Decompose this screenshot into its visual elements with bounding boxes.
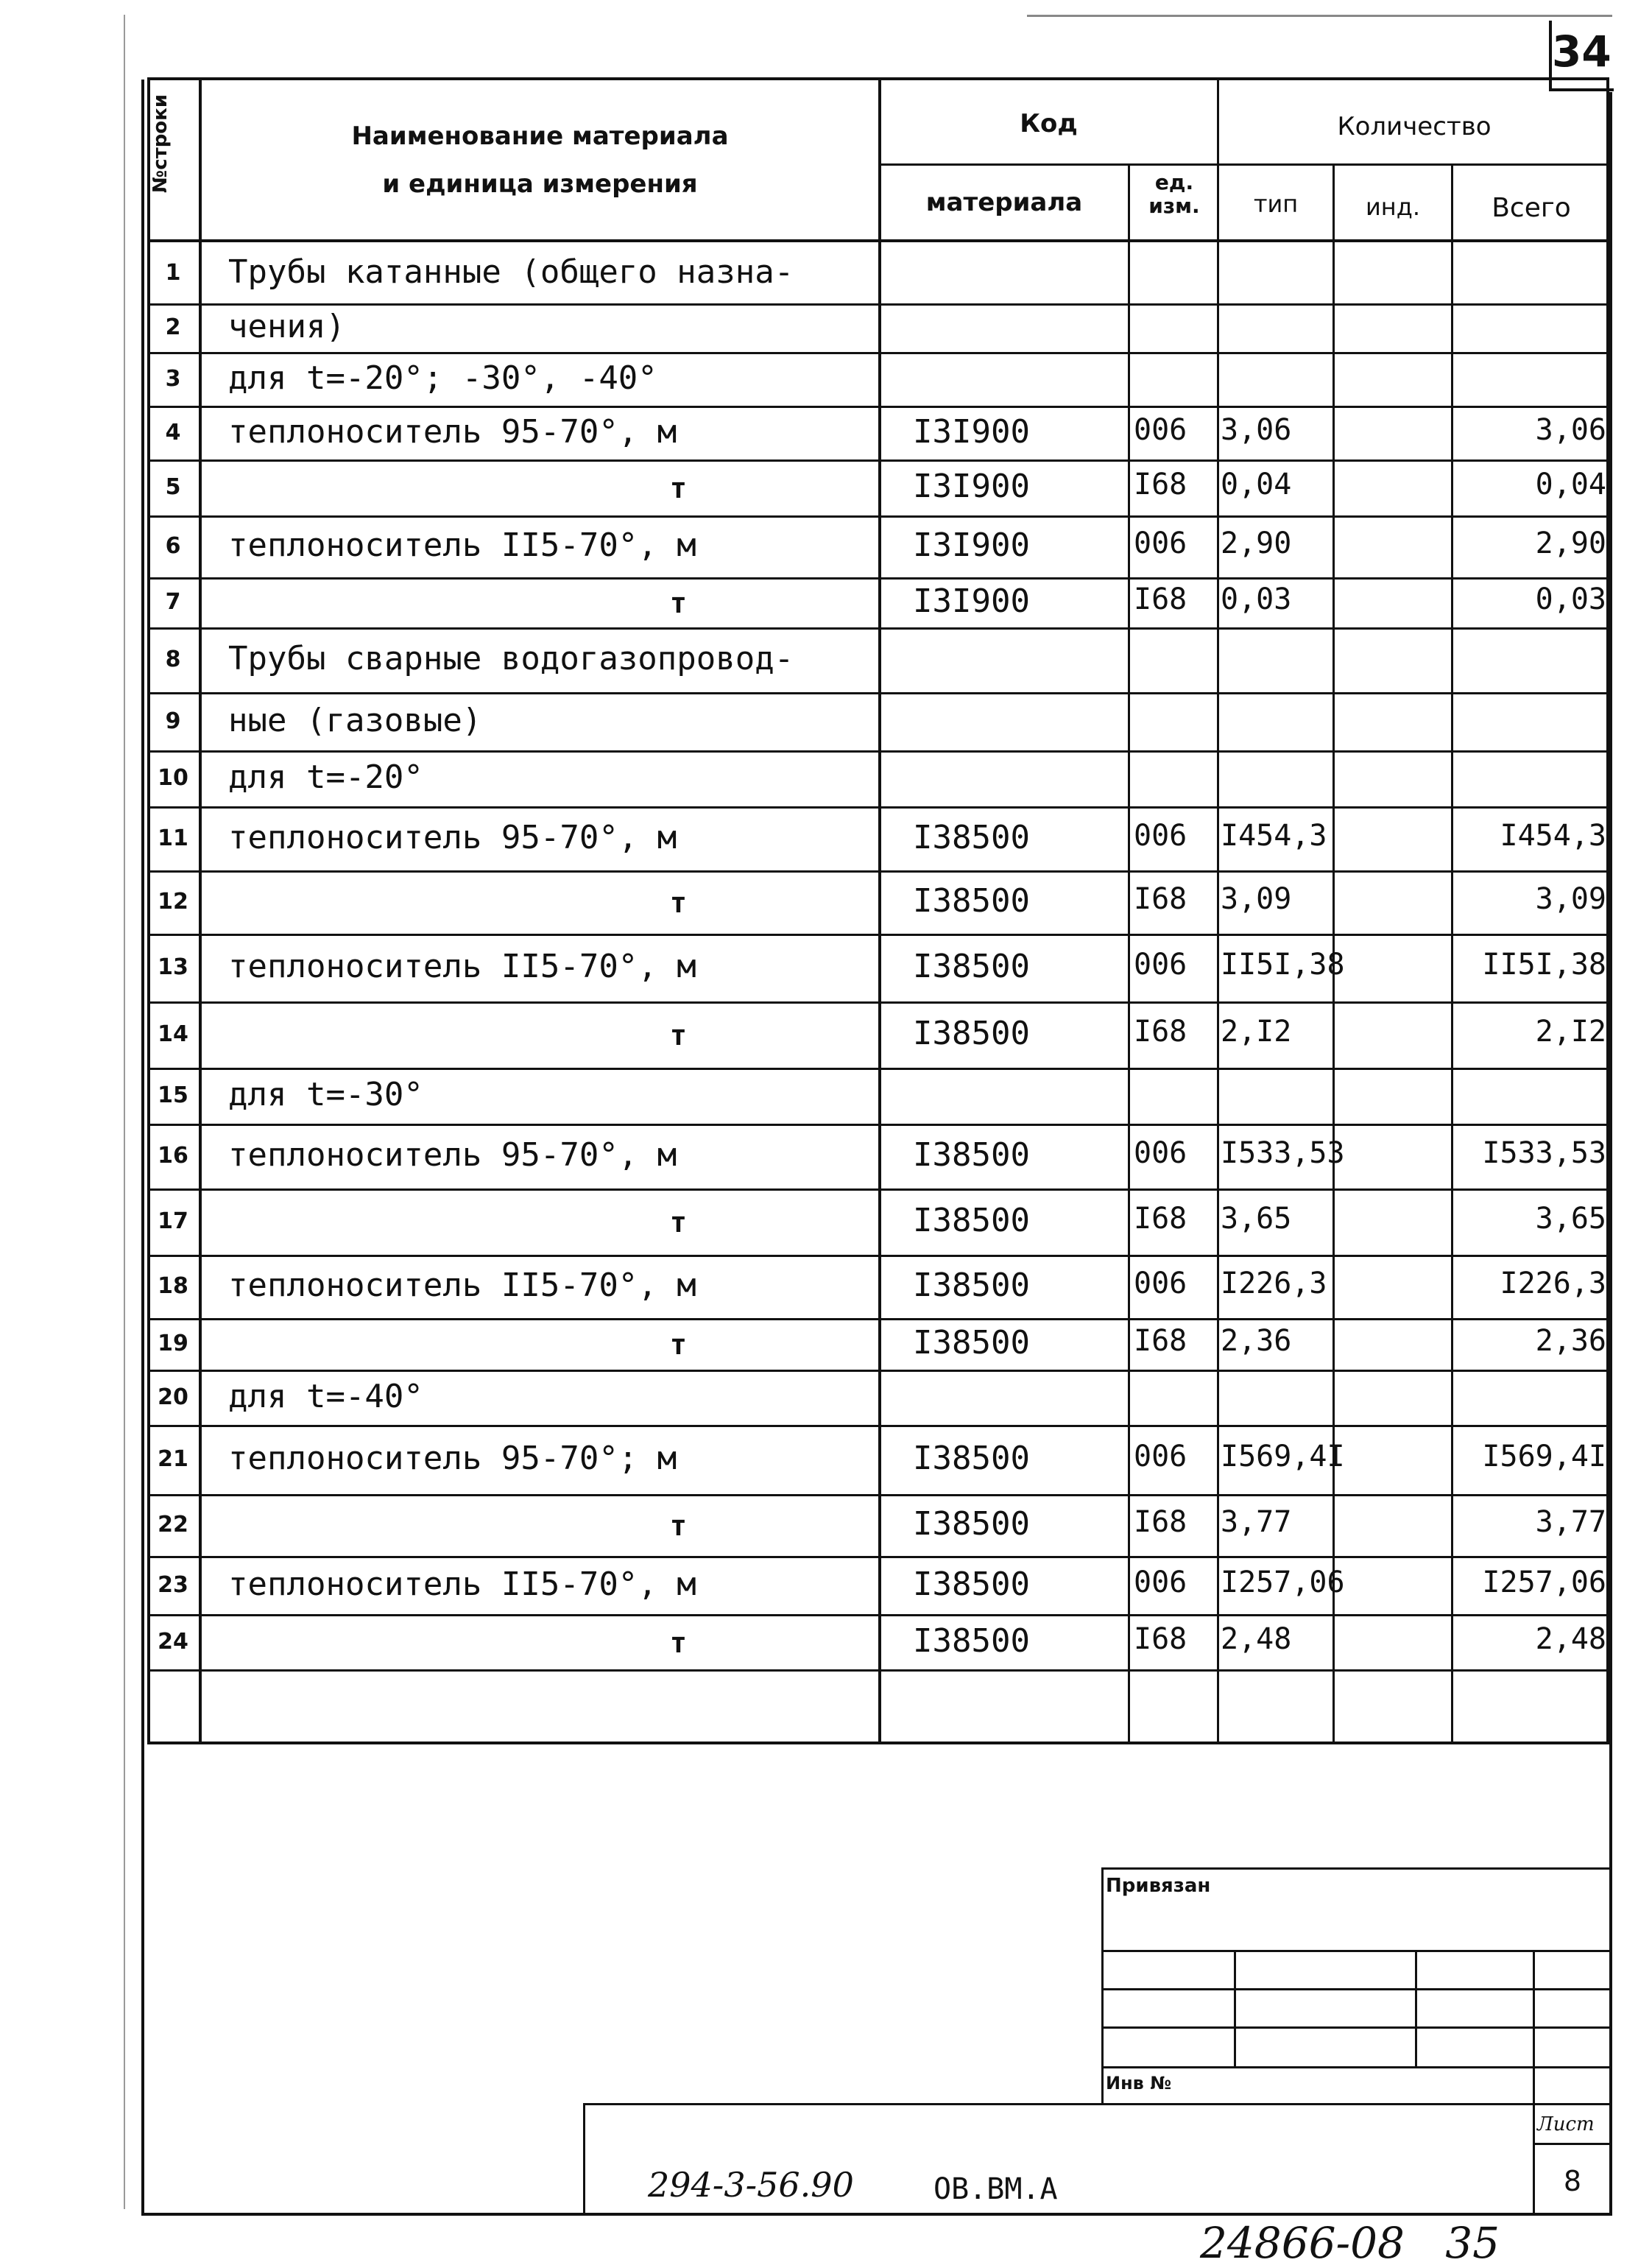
row-number: 12 — [158, 889, 188, 915]
row-separator — [147, 515, 1609, 518]
row-number-header: №строки — [149, 94, 172, 194]
row-number: 7 — [165, 589, 181, 615]
row-number: 18 — [158, 1273, 188, 1299]
row-qty-total: I533,53 — [1482, 1136, 1606, 1170]
col-line-eu — [1128, 163, 1130, 1744]
stamp-vline-2 — [1415, 1950, 1417, 2066]
row-unit-code: 006 — [1134, 819, 1187, 853]
row-description: для t=-20°; -30°, -40° — [228, 359, 657, 397]
row-separator — [147, 1068, 1609, 1070]
header-bottom-line — [147, 239, 1609, 242]
doc-code: 294-3-56.90 — [648, 2165, 854, 2205]
row-description: теплоноситель 95-70°, м — [228, 819, 677, 856]
row-material-code: I38500 — [913, 1136, 1030, 1174]
row-description: теплоноситель 95-70°; м — [228, 1440, 677, 1477]
page-number: 34 — [1552, 27, 1612, 77]
row-number: 16 — [158, 1143, 188, 1169]
row-qty-total: I454,3 — [1500, 819, 1606, 853]
row-qty-type: 2,36 — [1221, 1324, 1292, 1358]
row-material-code: I38500 — [913, 1566, 1030, 1603]
inv-number-label: Инв № — [1106, 2073, 1172, 2093]
row-separator — [147, 1556, 1609, 1558]
name-header-line1: Наименование материала — [351, 122, 729, 151]
code-material-header: материала — [925, 188, 1083, 217]
row-separator — [147, 577, 1609, 580]
row-number: 21 — [158, 1446, 188, 1472]
row-qty-total: 3,65 — [1535, 1202, 1606, 1236]
row-description: ные (газовые) — [228, 702, 482, 739]
qty-type-header: тип — [1253, 190, 1299, 218]
sheet-label: Лист — [1537, 2113, 1595, 2135]
row-number: 15 — [158, 1082, 188, 1108]
row-separator — [147, 406, 1609, 408]
row-number: 1 — [165, 260, 181, 286]
row-qty-type: 2,90 — [1221, 526, 1292, 560]
doc-suffix: ОВ.ВМ.А — [933, 2172, 1058, 2206]
privyazan-label: Привязан — [1106, 1875, 1211, 1897]
row-unit: т — [670, 1019, 687, 1052]
stamp-vline-3 — [1533, 1950, 1535, 2105]
row-description: теплоноситель 95-70°, м — [228, 1136, 677, 1174]
row-qty-type: I569,4I — [1221, 1440, 1345, 1473]
row-description: Трубы катанные (общего назна- — [228, 253, 794, 291]
row-qty-total: 3,77 — [1535, 1505, 1606, 1539]
row-qty-type: 2,48 — [1221, 1622, 1292, 1656]
row-separator — [147, 303, 1609, 306]
stamp-vline-1 — [1234, 1950, 1236, 2066]
row-separator — [147, 870, 1609, 873]
row-description: теплоноситель 95-70°, м — [228, 413, 677, 451]
sheet-box-hline — [1533, 2143, 1609, 2145]
header-split-line — [878, 163, 1609, 166]
row-unit: т — [670, 1328, 687, 1361]
sheet-box-vline — [1533, 2103, 1535, 2214]
binding-margin-line — [124, 15, 125, 2209]
row-number: 24 — [158, 1629, 188, 1655]
row-qty-total: I569,4I — [1482, 1440, 1606, 1473]
row-unit: т — [670, 1627, 687, 1659]
row-qty-type: 3,09 — [1221, 882, 1292, 916]
row-unit-code: I68 — [1134, 1324, 1187, 1358]
row-description: для t=-30° — [228, 1076, 423, 1113]
row-number: 4 — [165, 420, 181, 446]
row-description: теплоноситель II5-70°, м — [228, 1267, 696, 1304]
row-qty-type: 0,04 — [1221, 468, 1292, 501]
row-separator — [147, 459, 1609, 462]
row-qty-total: 2,90 — [1535, 526, 1606, 560]
row-material-code: I3I900 — [913, 468, 1030, 505]
row-qty-total: 3,09 — [1535, 882, 1606, 916]
row-number: 19 — [158, 1331, 188, 1356]
row-qty-type: 3,65 — [1221, 1202, 1292, 1236]
row-number: 8 — [165, 647, 181, 672]
name-header-line2: и единица измерения — [382, 169, 698, 199]
row-number: 9 — [165, 708, 181, 734]
row-material-code: I38500 — [913, 1440, 1030, 1477]
row-qty-total: 2,36 — [1535, 1324, 1606, 1358]
row-material-code: I3I900 — [913, 582, 1030, 620]
row-qty-total: 0,04 — [1535, 468, 1606, 501]
row-separator — [147, 750, 1609, 753]
row-qty-type: I257,06 — [1221, 1566, 1345, 1599]
row-qty-type: 3,06 — [1221, 413, 1292, 447]
row-description: теплоноситель II5-70°, м — [228, 526, 696, 564]
qty-ind-header: инд. — [1365, 193, 1420, 221]
row-material-code: I3I900 — [913, 526, 1030, 564]
sheet-value: 8 — [1563, 2165, 1582, 2197]
row-number: 11 — [158, 825, 188, 851]
row-qty-total: II5I,38 — [1482, 948, 1606, 982]
row-unit-code: I68 — [1134, 882, 1187, 916]
row-separator — [147, 1001, 1609, 1004]
row-number: 22 — [158, 1512, 188, 1538]
row-material-code: I38500 — [913, 1267, 1030, 1304]
row-description: для t=-40° — [228, 1378, 423, 1415]
row-description: теплоноситель II5-70°, м — [228, 948, 696, 985]
row-number: 13 — [158, 954, 188, 980]
row-unit-code: 006 — [1134, 526, 1187, 560]
row-material-code: I3I900 — [913, 413, 1030, 451]
row-material-code: I38500 — [913, 1505, 1030, 1543]
row-separator — [147, 1124, 1609, 1126]
row-unit-code: 006 — [1134, 413, 1187, 447]
row-separator — [147, 1370, 1609, 1372]
row-qty-type: I533,53 — [1221, 1136, 1345, 1170]
row-description: Трубы сварные водогазопровод- — [228, 640, 794, 677]
row-unit-code: 006 — [1134, 1440, 1187, 1473]
row-separator — [147, 1494, 1609, 1496]
row-number: 10 — [158, 765, 188, 791]
row-separator — [147, 1669, 1609, 1672]
row-material-code: I38500 — [913, 1202, 1030, 1239]
row-description: теплоноситель II5-70°, м — [228, 1566, 696, 1603]
row-number: 2 — [165, 314, 181, 340]
row-unit-code: I68 — [1134, 1202, 1187, 1236]
row-qty-total: I226,3 — [1500, 1267, 1606, 1300]
row-unit: т — [670, 587, 687, 619]
row-material-code: I38500 — [913, 1015, 1030, 1052]
row-separator — [147, 627, 1609, 630]
row-separator — [147, 692, 1609, 694]
row-unit: т — [670, 1206, 687, 1239]
row-unit-code: I68 — [1134, 1622, 1187, 1656]
row-unit-code: 006 — [1134, 948, 1187, 982]
row-qty-total: 3,06 — [1535, 413, 1606, 447]
row-material-code: I38500 — [913, 819, 1030, 856]
qty-total-header: Всего — [1492, 193, 1571, 223]
row-unit-code: 006 — [1134, 1267, 1187, 1300]
row-material-code: I38500 — [913, 1324, 1030, 1362]
row-qty-type: II5I,38 — [1221, 948, 1345, 982]
row-qty-type: I226,3 — [1221, 1267, 1327, 1300]
row-qty-total: 0,03 — [1535, 582, 1606, 616]
row-number: 3 — [165, 366, 181, 392]
row-separator — [147, 934, 1609, 936]
row-number: 14 — [158, 1021, 188, 1047]
row-qty-type: 0,03 — [1221, 582, 1292, 616]
row-unit: т — [670, 1510, 687, 1542]
row-separator — [147, 1318, 1609, 1320]
row-description: для t=-20° — [228, 758, 423, 796]
row-qty-total: I257,06 — [1482, 1566, 1606, 1599]
row-description: чения) — [228, 308, 345, 345]
row-separator — [147, 1425, 1609, 1427]
row-number: 23 — [158, 1572, 188, 1598]
handwritten-archive-number: 24866-08 35 — [1200, 2218, 1500, 2268]
row-qty-type: I454,3 — [1221, 819, 1327, 853]
row-unit-code: 006 — [1134, 1566, 1187, 1599]
row-qty-type: 2,I2 — [1221, 1015, 1292, 1049]
code-header: Код — [1020, 109, 1078, 138]
row-material-code: I38500 — [913, 948, 1030, 985]
row-number: 5 — [165, 474, 181, 500]
row-unit-code: I68 — [1134, 1015, 1187, 1049]
row-unit-code: I68 — [1134, 1505, 1187, 1539]
row-qty-total: 2,I2 — [1535, 1015, 1606, 1049]
row-qty-total: 2,48 — [1535, 1622, 1606, 1656]
row-unit-code: I68 — [1134, 582, 1187, 616]
top-frame-line — [1027, 15, 1612, 17]
row-unit: т — [670, 887, 687, 919]
row-separator — [147, 1188, 1609, 1191]
row-number: 6 — [165, 533, 181, 559]
row-separator — [147, 1255, 1609, 1257]
left-margin-line — [141, 80, 144, 2215]
unit-header: ед. изм. — [1148, 170, 1200, 218]
row-unit-code: I68 — [1134, 468, 1187, 501]
row-separator — [147, 1614, 1609, 1616]
row-unit: т — [670, 472, 687, 504]
row-unit-code: 006 — [1134, 1136, 1187, 1170]
row-number: 17 — [158, 1208, 188, 1234]
row-separator — [147, 806, 1609, 809]
row-separator — [147, 352, 1609, 354]
quantity-header: Количество — [1337, 112, 1492, 141]
row-material-code: I38500 — [913, 1622, 1030, 1660]
row-qty-type: 3,77 — [1221, 1505, 1292, 1539]
right-frame-line — [1609, 92, 1612, 2213]
row-number: 20 — [158, 1384, 188, 1410]
row-material-code: I38500 — [913, 882, 1030, 920]
